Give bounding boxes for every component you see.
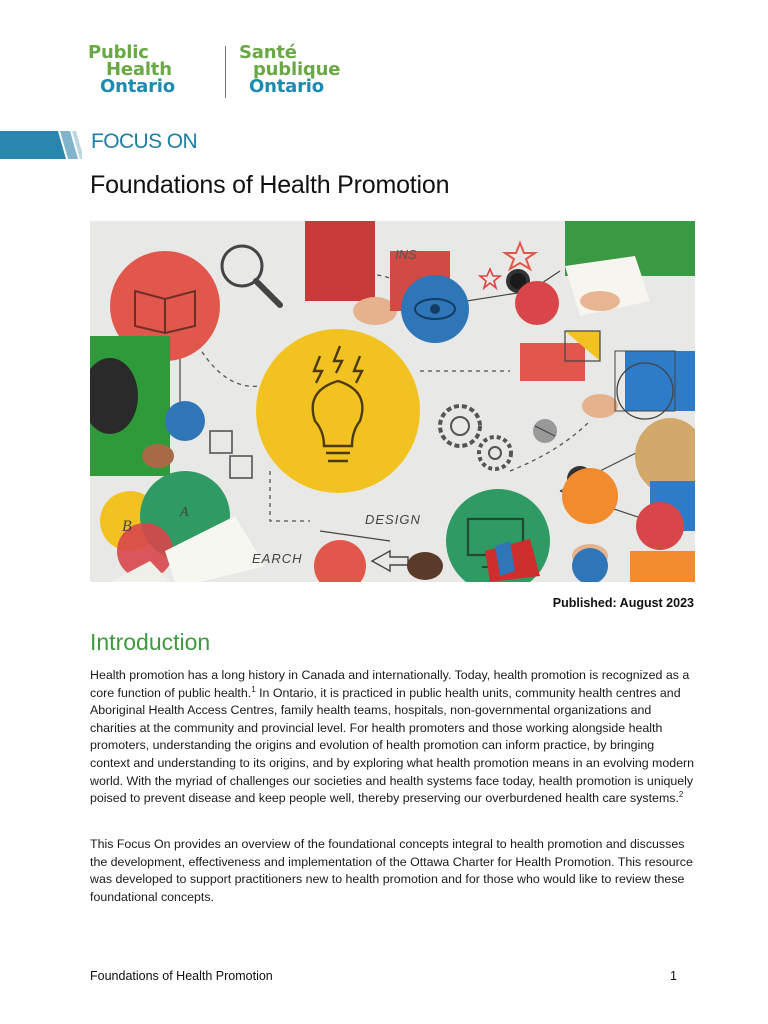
logo-fr-line3: Ontario bbox=[249, 76, 324, 97]
hero-image bbox=[90, 221, 695, 582]
logo-en-line1: Public bbox=[88, 42, 149, 63]
logo-fr-line2: publique bbox=[253, 59, 341, 80]
footnote-ref-1[interactable]: 1 bbox=[251, 684, 256, 694]
hero-letter-b: B bbox=[122, 518, 132, 535]
logo-en-line2: Health bbox=[106, 59, 172, 80]
logo-french bbox=[239, 44, 389, 95]
logo-english bbox=[88, 44, 216, 95]
logo-fr-line1: Santé bbox=[239, 42, 297, 63]
intro-paragraph-2: This Focus On provides an overview of the foundational concepts integral to health promotion and discusses the development, effectiveness and implementation of the Ottawa Charter for Health Promotion. This resource was developed to support practitioners new to health promotion and for those who would like to review these foundational concepts. bbox=[90, 837, 693, 904]
hero-word-earch: EARCH bbox=[252, 551, 303, 566]
hero-letter-a: A bbox=[180, 505, 189, 520]
introduction-heading: Introduction bbox=[90, 629, 211, 655]
footer-title: Foundations of Health Promotion bbox=[90, 969, 273, 983]
page-number: 1 bbox=[670, 969, 677, 983]
footnote-ref-2[interactable]: 2 bbox=[678, 790, 684, 800]
intro-p1-part-a: Health promotion has a long history in Canada and internationally. Today, health promotion is recognized as a core function of public health. bbox=[90, 668, 690, 700]
public-health-ontario-logo bbox=[88, 44, 388, 100]
intro-paragraph-1 bbox=[90, 667, 695, 808]
hero-word-ins: INS bbox=[395, 247, 417, 262]
hero-word-design: DESIGN bbox=[365, 512, 421, 527]
document-title: Foundations of Health Promotion bbox=[90, 171, 450, 199]
logo-en-line3: Ontario bbox=[100, 76, 175, 97]
intro-p1-part-b: In Ontario, it is practiced in public health units, community health centres and Aboriginal Health Access Centres, family health teams, hospitals, non-governmental organizations and charities at the community and provincial level. For health promoters and those working alongside health promoters, understanding the origins and evolution of health promotion can inform practice, by bringing context and understanding to its origins, and by exploring what health promotion means in an evolving modern world. With the myriad of challenges our societies and health systems face today, health promotion is uniquely poised to prevent disease and keep people well, thereby preserving our overburdened health care systems. bbox=[90, 685, 695, 806]
logo-divider bbox=[225, 46, 226, 98]
focus-on-label: FOCUS ON bbox=[91, 130, 198, 153]
hero-illustration bbox=[90, 221, 695, 582]
focus-on-band-graphic bbox=[0, 131, 82, 159]
published-date: Published: August 2023 bbox=[552, 596, 694, 610]
